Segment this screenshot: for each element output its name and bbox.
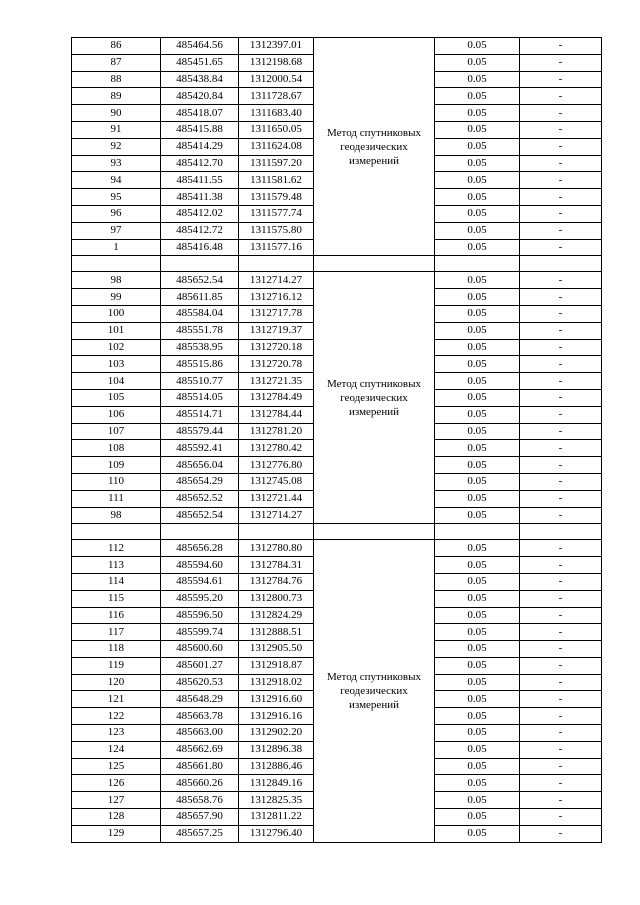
accuracy-cell: 0.05: [435, 657, 520, 674]
accuracy-cell: 0.05: [435, 205, 520, 222]
point-number-cell: 102: [72, 339, 161, 356]
x-coordinate-cell: 485438.84: [161, 71, 239, 88]
y-coordinate-cell: 1311577.74: [239, 205, 314, 222]
note-cell: -: [520, 590, 602, 607]
note-cell: -: [520, 490, 602, 507]
y-coordinate-cell: 1311597.20: [239, 155, 314, 172]
x-coordinate-cell: 485663.00: [161, 725, 239, 742]
x-coordinate-cell: 485418.07: [161, 105, 239, 122]
x-coordinate-cell: 485551.78: [161, 322, 239, 339]
point-number-cell: 116: [72, 607, 161, 624]
accuracy-cell: 0.05: [435, 490, 520, 507]
y-coordinate-cell: 1312716.12: [239, 289, 314, 306]
separator-cell: [161, 524, 239, 540]
y-coordinate-cell: 1312721.35: [239, 373, 314, 390]
y-coordinate-cell: 1311581.62: [239, 172, 314, 189]
point-number-cell: 123: [72, 725, 161, 742]
y-coordinate-cell: 1311575.80: [239, 222, 314, 239]
x-coordinate-cell: 485648.29: [161, 691, 239, 708]
note-cell: -: [520, 792, 602, 809]
accuracy-cell: 0.05: [435, 222, 520, 239]
note-cell: -: [520, 573, 602, 590]
note-cell: -: [520, 758, 602, 775]
note-cell: -: [520, 189, 602, 206]
x-coordinate-cell: 485412.02: [161, 205, 239, 222]
separator-cell: [239, 256, 314, 272]
separator-cell: [72, 256, 161, 272]
point-number-cell: 104: [72, 373, 161, 390]
accuracy-cell: 0.05: [435, 38, 520, 55]
x-coordinate-cell: 485662.69: [161, 741, 239, 758]
point-number-cell: 94: [72, 172, 161, 189]
accuracy-cell: 0.05: [435, 624, 520, 641]
y-coordinate-cell: 1312780.42: [239, 440, 314, 457]
note-cell: -: [520, 741, 602, 758]
point-number-cell: 100: [72, 305, 161, 322]
point-number-cell: 114: [72, 573, 161, 590]
note-cell: -: [520, 155, 602, 172]
y-coordinate-cell: 1312886.46: [239, 758, 314, 775]
separator-cell: [314, 524, 435, 540]
y-coordinate-cell: 1312000.54: [239, 71, 314, 88]
y-coordinate-cell: 1312800.73: [239, 590, 314, 607]
point-number-cell: 90: [72, 105, 161, 122]
separator-cell: [239, 524, 314, 540]
accuracy-cell: 0.05: [435, 758, 520, 775]
point-number-cell: 88: [72, 71, 161, 88]
x-coordinate-cell: 485579.44: [161, 423, 239, 440]
note-cell: -: [520, 121, 602, 138]
y-coordinate-cell: 1311683.40: [239, 105, 314, 122]
y-coordinate-cell: 1312918.02: [239, 674, 314, 691]
coordinates-table-body: [72, 38, 602, 843]
y-coordinate-cell: 1312811.22: [239, 809, 314, 826]
y-coordinate-cell: 1312905.50: [239, 641, 314, 658]
x-coordinate-cell: 485657.25: [161, 825, 239, 842]
x-coordinate-cell: 485652.54: [161, 272, 239, 289]
x-coordinate-cell: 485657.90: [161, 809, 239, 826]
accuracy-cell: 0.05: [435, 641, 520, 658]
y-coordinate-cell: 1312916.60: [239, 691, 314, 708]
note-cell: -: [520, 624, 602, 641]
x-coordinate-cell: 485652.52: [161, 490, 239, 507]
y-coordinate-cell: 1311624.08: [239, 138, 314, 155]
y-coordinate-cell: 1312796.40: [239, 825, 314, 842]
y-coordinate-cell: 1312776.80: [239, 457, 314, 474]
table-row: [72, 540, 602, 557]
x-coordinate-cell: 485464.56: [161, 38, 239, 55]
note-cell: -: [520, 825, 602, 842]
accuracy-cell: 0.05: [435, 305, 520, 322]
separator-cell: [435, 256, 520, 272]
accuracy-cell: 0.05: [435, 121, 520, 138]
table-row: [72, 38, 602, 55]
separator-cell: [520, 256, 602, 272]
note-cell: -: [520, 54, 602, 71]
y-coordinate-cell: 1312825.35: [239, 792, 314, 809]
accuracy-cell: 0.05: [435, 356, 520, 373]
note-cell: -: [520, 507, 602, 524]
point-number-cell: 120: [72, 674, 161, 691]
x-coordinate-cell: 485596.50: [161, 607, 239, 624]
note-cell: -: [520, 725, 602, 742]
note-cell: -: [520, 440, 602, 457]
point-number-cell: 129: [72, 825, 161, 842]
note-cell: -: [520, 373, 602, 390]
x-coordinate-cell: 485594.60: [161, 557, 239, 574]
note-cell: -: [520, 423, 602, 440]
y-coordinate-cell: 1312714.27: [239, 272, 314, 289]
x-coordinate-cell: 485510.77: [161, 373, 239, 390]
note-cell: -: [520, 775, 602, 792]
separator-cell: [161, 256, 239, 272]
note-cell: -: [520, 691, 602, 708]
x-coordinate-cell: 485660.26: [161, 775, 239, 792]
note-cell: -: [520, 557, 602, 574]
point-number-cell: 117: [72, 624, 161, 641]
point-number-cell: 124: [72, 741, 161, 758]
point-number-cell: 86: [72, 38, 161, 55]
x-coordinate-cell: 485600.60: [161, 641, 239, 658]
y-coordinate-cell: 1312714.27: [239, 507, 314, 524]
point-number-cell: 121: [72, 691, 161, 708]
point-number-cell: 126: [72, 775, 161, 792]
point-number-cell: 119: [72, 657, 161, 674]
point-number-cell: 118: [72, 641, 161, 658]
accuracy-cell: 0.05: [435, 155, 520, 172]
x-coordinate-cell: 485592.41: [161, 440, 239, 457]
accuracy-cell: 0.05: [435, 540, 520, 557]
accuracy-cell: 0.05: [435, 573, 520, 590]
point-number-cell: 96: [72, 205, 161, 222]
note-cell: -: [520, 473, 602, 490]
separator-cell: [435, 524, 520, 540]
x-coordinate-cell: 485656.04: [161, 457, 239, 474]
y-coordinate-cell: 1312721.44: [239, 490, 314, 507]
point-number-cell: 115: [72, 590, 161, 607]
point-number-cell: 108: [72, 440, 161, 457]
x-coordinate-cell: 485411.38: [161, 189, 239, 206]
point-number-cell: 125: [72, 758, 161, 775]
accuracy-cell: 0.05: [435, 339, 520, 356]
note-cell: -: [520, 607, 602, 624]
note-cell: -: [520, 389, 602, 406]
y-coordinate-cell: 1312198.68: [239, 54, 314, 71]
point-number-cell: 92: [72, 138, 161, 155]
separator-row: [72, 256, 602, 272]
note-cell: -: [520, 674, 602, 691]
accuracy-cell: 0.05: [435, 172, 520, 189]
y-coordinate-cell: 1312888.51: [239, 624, 314, 641]
point-number-cell: 95: [72, 189, 161, 206]
y-coordinate-cell: 1312781.20: [239, 423, 314, 440]
point-number-cell: 122: [72, 708, 161, 725]
accuracy-cell: 0.05: [435, 590, 520, 607]
x-coordinate-cell: 485601.27: [161, 657, 239, 674]
note-cell: -: [520, 272, 602, 289]
accuracy-cell: 0.05: [435, 138, 520, 155]
point-number-cell: 99: [72, 289, 161, 306]
note-cell: -: [520, 457, 602, 474]
y-coordinate-cell: 1311579.48: [239, 189, 314, 206]
accuracy-cell: 0.05: [435, 289, 520, 306]
x-coordinate-cell: 485515.86: [161, 356, 239, 373]
point-number-cell: 89: [72, 88, 161, 105]
y-coordinate-cell: 1312918.87: [239, 657, 314, 674]
point-number-cell: 1: [72, 239, 161, 256]
accuracy-cell: 0.05: [435, 406, 520, 423]
note-cell: -: [520, 809, 602, 826]
y-coordinate-cell: 1312720.18: [239, 339, 314, 356]
accuracy-cell: 0.05: [435, 239, 520, 256]
coordinates-table: [71, 37, 602, 843]
accuracy-cell: 0.05: [435, 71, 520, 88]
x-coordinate-cell: 485415.88: [161, 121, 239, 138]
x-coordinate-cell: 485595.20: [161, 590, 239, 607]
note-cell: -: [520, 708, 602, 725]
y-coordinate-cell: 1312824.29: [239, 607, 314, 624]
note-cell: -: [520, 305, 602, 322]
x-coordinate-cell: 485656.28: [161, 540, 239, 557]
y-coordinate-cell: 1312849.16: [239, 775, 314, 792]
accuracy-cell: 0.05: [435, 54, 520, 71]
accuracy-cell: 0.05: [435, 725, 520, 742]
note-cell: -: [520, 339, 602, 356]
y-coordinate-cell: 1312916.16: [239, 708, 314, 725]
x-coordinate-cell: 485414.29: [161, 138, 239, 155]
point-number-cell: 107: [72, 423, 161, 440]
y-coordinate-cell: 1311577.16: [239, 239, 314, 256]
separator-row: [72, 524, 602, 540]
method-cell: Метод спутниковых геодезических измерений: [314, 38, 435, 256]
point-number-cell: 93: [72, 155, 161, 172]
accuracy-cell: 0.05: [435, 809, 520, 826]
note-cell: -: [520, 38, 602, 55]
point-number-cell: 87: [72, 54, 161, 71]
x-coordinate-cell: 485514.05: [161, 389, 239, 406]
accuracy-cell: 0.05: [435, 507, 520, 524]
accuracy-cell: 0.05: [435, 741, 520, 758]
accuracy-cell: 0.05: [435, 423, 520, 440]
x-coordinate-cell: 485599.74: [161, 624, 239, 641]
point-number-cell: 113: [72, 557, 161, 574]
point-number-cell: 109: [72, 457, 161, 474]
x-coordinate-cell: 485594.61: [161, 573, 239, 590]
accuracy-cell: 0.05: [435, 105, 520, 122]
x-coordinate-cell: 485611.85: [161, 289, 239, 306]
accuracy-cell: 0.05: [435, 189, 520, 206]
accuracy-cell: 0.05: [435, 825, 520, 842]
x-coordinate-cell: 485654.29: [161, 473, 239, 490]
note-cell: -: [520, 205, 602, 222]
point-number-cell: 103: [72, 356, 161, 373]
note-cell: -: [520, 657, 602, 674]
y-coordinate-cell: 1312784.76: [239, 573, 314, 590]
accuracy-cell: 0.05: [435, 775, 520, 792]
point-number-cell: 91: [72, 121, 161, 138]
y-coordinate-cell: 1312784.44: [239, 406, 314, 423]
accuracy-cell: 0.05: [435, 708, 520, 725]
x-coordinate-cell: 485412.72: [161, 222, 239, 239]
x-coordinate-cell: 485658.76: [161, 792, 239, 809]
separator-cell: [520, 524, 602, 540]
note-cell: -: [520, 172, 602, 189]
y-coordinate-cell: 1312717.78: [239, 305, 314, 322]
x-coordinate-cell: 485451.65: [161, 54, 239, 71]
accuracy-cell: 0.05: [435, 373, 520, 390]
y-coordinate-cell: 1312780.80: [239, 540, 314, 557]
y-coordinate-cell: 1311650.05: [239, 121, 314, 138]
accuracy-cell: 0.05: [435, 691, 520, 708]
y-coordinate-cell: 1312902.20: [239, 725, 314, 742]
y-coordinate-cell: 1312720.78: [239, 356, 314, 373]
x-coordinate-cell: 485620.53: [161, 674, 239, 691]
note-cell: -: [520, 406, 602, 423]
accuracy-cell: 0.05: [435, 389, 520, 406]
x-coordinate-cell: 485412.70: [161, 155, 239, 172]
note-cell: -: [520, 138, 602, 155]
point-number-cell: 111: [72, 490, 161, 507]
method-cell: Метод спутниковых геодезических измерений: [314, 272, 435, 524]
accuracy-cell: 0.05: [435, 674, 520, 691]
x-coordinate-cell: 485411.55: [161, 172, 239, 189]
note-cell: -: [520, 289, 602, 306]
accuracy-cell: 0.05: [435, 792, 520, 809]
note-cell: -: [520, 239, 602, 256]
x-coordinate-cell: 485584.04: [161, 305, 239, 322]
accuracy-cell: 0.05: [435, 272, 520, 289]
note-cell: -: [520, 322, 602, 339]
point-number-cell: 127: [72, 792, 161, 809]
note-cell: -: [520, 71, 602, 88]
y-coordinate-cell: 1312745.08: [239, 473, 314, 490]
method-cell: Метод спутниковых геодезических измерений: [314, 540, 435, 842]
y-coordinate-cell: 1312719.37: [239, 322, 314, 339]
table-row: [72, 272, 602, 289]
y-coordinate-cell: 1312896.38: [239, 741, 314, 758]
x-coordinate-cell: 485652.54: [161, 507, 239, 524]
accuracy-cell: 0.05: [435, 457, 520, 474]
x-coordinate-cell: 485420.84: [161, 88, 239, 105]
point-number-cell: 112: [72, 540, 161, 557]
accuracy-cell: 0.05: [435, 440, 520, 457]
note-cell: -: [520, 641, 602, 658]
note-cell: -: [520, 540, 602, 557]
note-cell: -: [520, 356, 602, 373]
x-coordinate-cell: 485514.71: [161, 406, 239, 423]
note-cell: -: [520, 88, 602, 105]
note-cell: -: [520, 105, 602, 122]
separator-cell: [72, 524, 161, 540]
point-number-cell: 128: [72, 809, 161, 826]
y-coordinate-cell: 1312784.49: [239, 389, 314, 406]
y-coordinate-cell: 1311728.67: [239, 88, 314, 105]
point-number-cell: 105: [72, 389, 161, 406]
accuracy-cell: 0.05: [435, 473, 520, 490]
x-coordinate-cell: 485538.95: [161, 339, 239, 356]
accuracy-cell: 0.05: [435, 88, 520, 105]
y-coordinate-cell: 1312397.01: [239, 38, 314, 55]
accuracy-cell: 0.05: [435, 322, 520, 339]
y-coordinate-cell: 1312784.31: [239, 557, 314, 574]
x-coordinate-cell: 485416.48: [161, 239, 239, 256]
x-coordinate-cell: 485661.80: [161, 758, 239, 775]
point-number-cell: 98: [72, 507, 161, 524]
point-number-cell: 97: [72, 222, 161, 239]
point-number-cell: 101: [72, 322, 161, 339]
x-coordinate-cell: 485663.78: [161, 708, 239, 725]
point-number-cell: 98: [72, 272, 161, 289]
point-number-cell: 106: [72, 406, 161, 423]
accuracy-cell: 0.05: [435, 607, 520, 624]
point-number-cell: 110: [72, 473, 161, 490]
accuracy-cell: 0.05: [435, 557, 520, 574]
note-cell: -: [520, 222, 602, 239]
separator-cell: [314, 256, 435, 272]
